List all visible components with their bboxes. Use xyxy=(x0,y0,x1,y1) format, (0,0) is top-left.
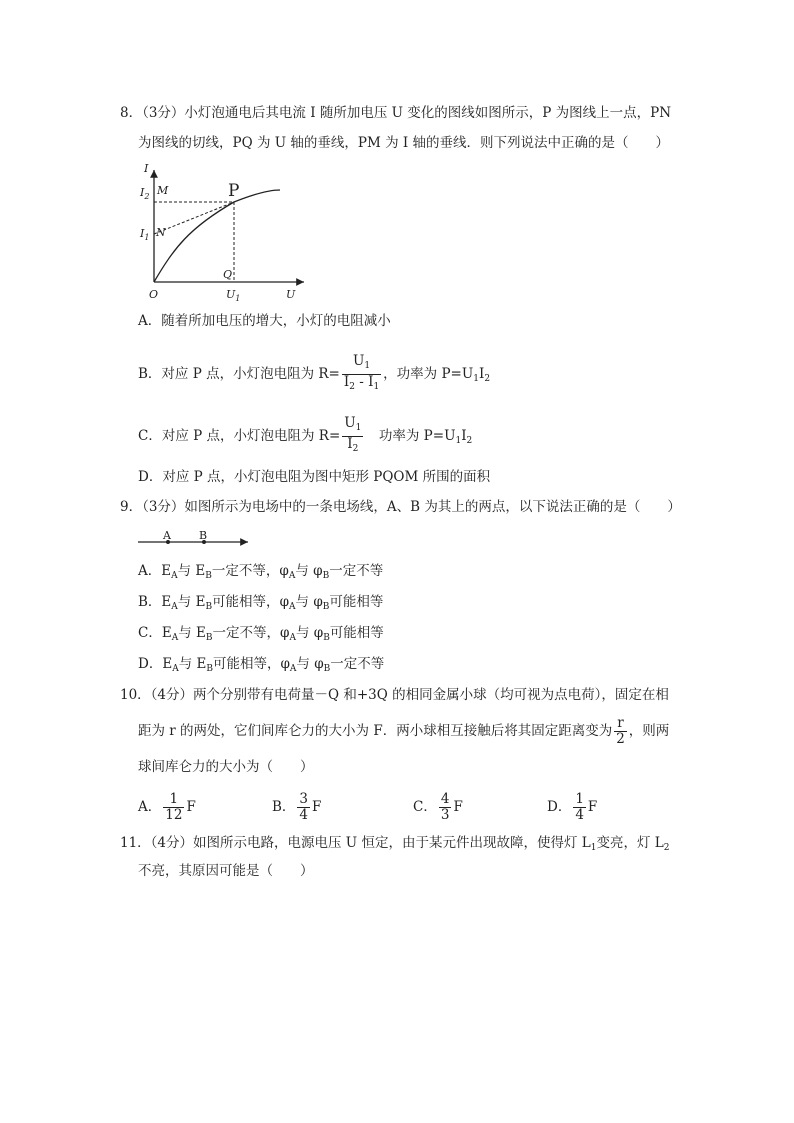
label-m: M xyxy=(157,184,169,197)
q10-stem-line3: 球间库仑力的大小为（ ） xyxy=(138,759,314,775)
q8-stem-line1: 8．（3分）小灯泡通电后其电流 I 随所加电压 U 变化的图线如图所示，P 为图线上一点，PN xyxy=(120,105,672,121)
q9-option-c: C．$E_A$与 $E_B$一定不等，$\varphi_A$与 $\varphi_B$可能相等 xyxy=(138,625,384,643)
label-q: Q xyxy=(223,268,233,281)
q8-option-d: D．对应 P 点，小灯泡电阻为图中矩形 PQOM 所围的面积 xyxy=(138,469,491,485)
q11-stem-line1: 11．（4分）如图所示电路，电源电压 U 恒定，由于某元件出现故障，使得灯 $L_1$变亮，灯 $L_2$ xyxy=(120,835,670,853)
label-n: N xyxy=(156,226,166,239)
label-i1: $I_1$ xyxy=(140,227,150,242)
label-u1: $U_1$ xyxy=(226,288,241,303)
q11-stem-line2: 不亮，其原因可能是（ ） xyxy=(138,863,314,879)
label-a: A xyxy=(163,529,171,542)
q8-option-b: B．对应 P 点，小灯泡电阻为 R= $\frac{U_1}{I_2 - I_1}$ ，功率为 $P=U_1I_2$ xyxy=(138,354,490,395)
field-line-figure xyxy=(136,528,256,550)
q10-option-b: B． $\frac{3}{4}$ F xyxy=(272,791,322,823)
q9-option-a: A．$E_A$与 $E_B$一定不等，$\varphi_A$与 $\varphi_B$一定不等 xyxy=(138,563,384,581)
label-b: B xyxy=(199,529,208,542)
q8-option-a: A．随着所加电压的增大，小灯的电阻减小 xyxy=(138,313,391,329)
label-p: P xyxy=(228,181,240,201)
q8-option-c: C．对应 P 点，小灯泡电阻为 R= $\frac{U_1}{I_2}$ 功率为 $P=U_1I_2$ xyxy=(138,416,472,457)
label-origin: O xyxy=(149,288,159,301)
q8-b-resistance-fraction: $\frac{U_1}{I_2 - I_1}$ xyxy=(343,353,380,392)
iu-graph-figure xyxy=(134,158,314,308)
q8-stem-line2: 为图线的切线，PQ 为 U 轴的垂线，PM 为 I 轴的垂线．则下列说法中正确的是（ ） xyxy=(138,135,670,151)
label-i2: $I_2$ xyxy=(140,186,150,201)
q9-stem: 9．（3分）如图所示为电场中的一条电场线，A、B 为其上的两点，以下说法正确的是（ ） xyxy=(120,499,681,515)
q8-c-resistance-fraction: $\frac{U_1}{I_2}$ xyxy=(344,415,362,454)
q10-option-a: A． $\frac{1}{12}$ F xyxy=(138,791,196,823)
q10-stem-line1: 10．（4分）两个分别带有电荷量－Q 和+3Q 的相同金属小球（均可视为点电荷），固定在相 xyxy=(120,687,669,703)
q10-distance-fraction: $\frac{r}{2}$ xyxy=(616,715,625,747)
label-u-axis: U xyxy=(286,288,296,301)
iu-curve xyxy=(154,190,280,282)
q10-option-c: C． $\frac{4}{3}$ F xyxy=(413,791,463,823)
q9-option-d: D．$E_A$与 $E_B$可能相等，$\varphi_A$与 $\varphi_B$一定不等 xyxy=(138,656,385,674)
q9-option-b: B．$E_A$与 $E_B$可能相等，$\varphi_A$与 $\varphi_B$可能相等 xyxy=(138,594,384,612)
q10-option-d: D． $\frac{1}{4}$ F xyxy=(547,791,598,823)
q10-stem-line2: 距为 r 的两处，它们间库仑力的大小为 F．两小球相互接触后将其固定距离变为 $\frac{r}{2}$ ，则两 xyxy=(138,715,670,747)
label-i-axis: I xyxy=(144,162,149,175)
